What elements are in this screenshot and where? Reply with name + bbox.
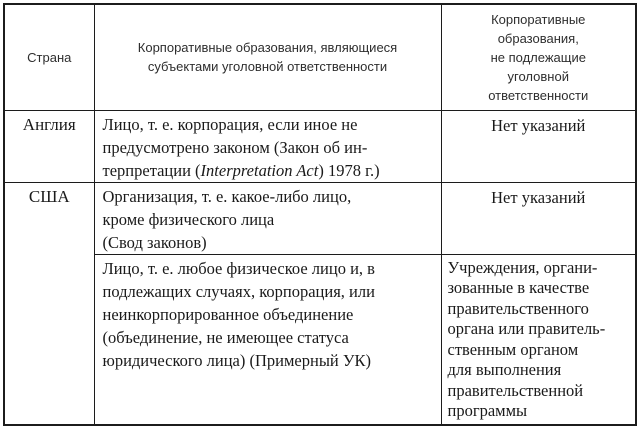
cell-notliable-england: Нет указаний xyxy=(441,110,636,182)
cell-notliable-usa-model-code: Учреждения, органи- зованные в качестве правительственного органа или правитель- ственным органом для выполнения правительственной программы xyxy=(441,254,636,425)
header-not-liable-entities: Корпоративные образования, не подлежащие уголовной ответственности xyxy=(441,4,636,110)
cell-liable-usa-model-code: Лицо, т. е. любое физическое лицо и, в подлежащих случаях, корпорация, или неинкорпорированное объединение (объединение, не имеющее статуса юридического лица) (Примерный УК) xyxy=(94,254,441,425)
cell-country-england: Англия xyxy=(4,110,94,182)
cell-country-usa: США xyxy=(4,182,94,425)
table-row-england xyxy=(4,110,636,182)
cell-notliable-usa-code-of-laws: Нет указаний xyxy=(441,182,636,254)
cell-liable-usa-code-of-laws: Организация, т. е. какое-либо лицо, кроме физического лица (Свод законов) xyxy=(94,182,441,254)
header-liable-entities: Корпоративные образования, являющиеся субъектами уголовной ответственности xyxy=(94,4,441,110)
cell-liable-england: Лицо, т. е. корпорация, если иное не предусмотрено законом (Закон об ин- терпретации (Interpretation Act) 1978 г.) xyxy=(94,110,441,182)
header-country: Страна xyxy=(4,4,94,110)
header-row xyxy=(4,4,636,110)
table-row-usa-1 xyxy=(4,182,636,254)
table-row-usa-2 xyxy=(4,254,636,425)
criminal-liability-comparison-table xyxy=(3,3,637,426)
